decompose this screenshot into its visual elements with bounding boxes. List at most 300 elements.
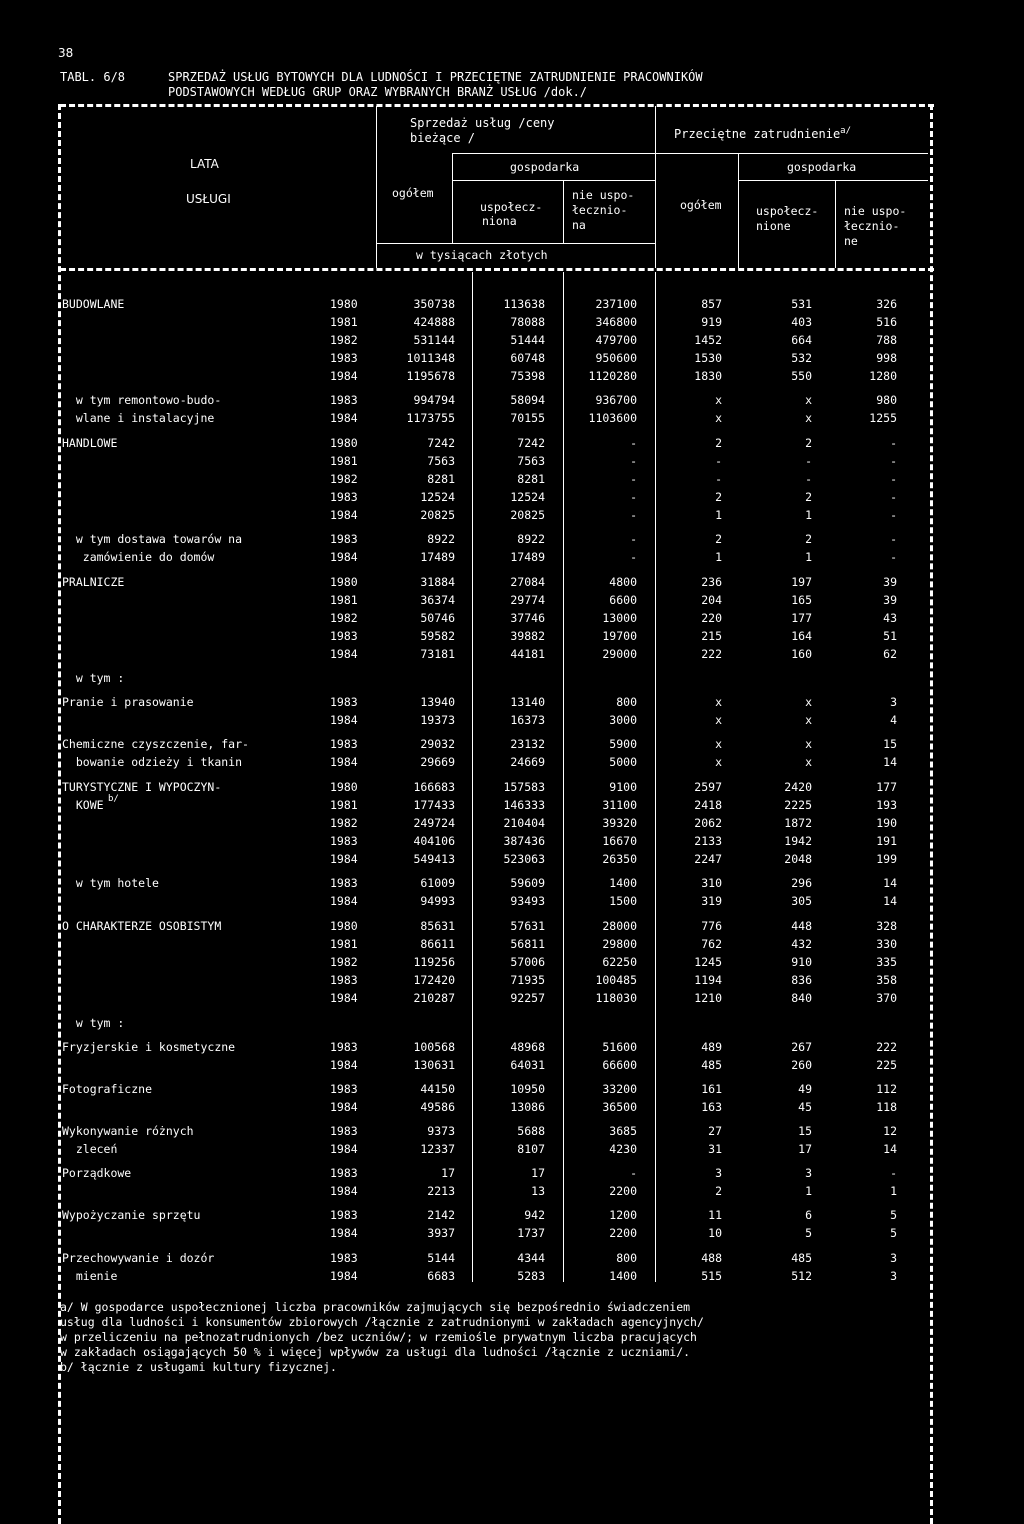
row-value-col-2: 113638 <box>503 297 545 311</box>
table-row <box>0 1184 1024 1199</box>
row-value-col-4: - <box>715 454 722 468</box>
row-value-col-5: 2 <box>805 490 812 504</box>
header-line-gosp2 <box>655 153 928 154</box>
header-divider-uspol1 <box>563 180 564 243</box>
row-value-col-3: 26350 <box>602 852 637 866</box>
row-value-col-6: 5 <box>890 1208 897 1222</box>
row-label: w tym hotele <box>62 876 159 890</box>
row-value-col-6: 118 <box>876 1100 897 1114</box>
row-year: 1983 <box>330 1124 358 1138</box>
row-value-col-2: 8281 <box>517 472 545 486</box>
row-value-col-4: 31 <box>708 1142 722 1156</box>
table-row <box>0 1058 1024 1073</box>
row-value-col-4: 1194 <box>694 973 722 987</box>
table-row <box>0 852 1024 867</box>
row-value-col-2: 13086 <box>510 1100 545 1114</box>
row-value-col-2: 8107 <box>517 1142 545 1156</box>
row-value-col-3: 1103600 <box>588 411 637 425</box>
row-value-col-5: 2 <box>805 532 812 546</box>
row-year: 1983 <box>330 1040 358 1054</box>
table-row <box>0 436 1024 451</box>
header-sprzedaz-line2: bieżące / <box>410 131 476 145</box>
row-year: 1983 <box>330 1251 358 1265</box>
row-value-col-3: 2200 <box>609 1184 637 1198</box>
row-value-col-1: 210287 <box>413 991 455 1005</box>
row-value-col-6: 980 <box>876 393 897 407</box>
row-value-col-3: 66600 <box>602 1058 637 1072</box>
header-sprzedaz-line1: Sprzedaż usług /ceny <box>410 116 555 130</box>
row-value-col-4: x <box>715 755 722 769</box>
row-value-col-3: 479700 <box>595 333 637 347</box>
row-value-col-4: 204 <box>701 593 722 607</box>
row-value-col-6: 191 <box>876 834 897 848</box>
row-value-col-1: 7563 <box>427 454 455 468</box>
row-value-col-6: 39 <box>883 575 897 589</box>
table-row <box>0 393 1024 408</box>
row-value-col-3: 936700 <box>595 393 637 407</box>
table-row <box>0 1082 1024 1097</box>
row-value-col-6: 222 <box>876 1040 897 1054</box>
row-value-col-5: 512 <box>791 1269 812 1283</box>
row-year: 1983 <box>330 1166 358 1180</box>
row-value-col-3: - <box>630 508 637 522</box>
row-label: w tym : <box>62 1016 125 1030</box>
row-value-col-5: 260 <box>791 1058 812 1072</box>
row-value-col-3: 5900 <box>609 737 637 751</box>
row-value-col-5: 165 <box>791 593 812 607</box>
header-line-gosp1 <box>452 153 655 154</box>
row-label: KOWE <box>62 798 104 812</box>
row-year: 1983 <box>330 834 358 848</box>
row-label: O CHARAKTERZE OSOBISTYM <box>62 919 222 933</box>
row-value-col-4: 776 <box>701 919 722 933</box>
row-value-col-3: 5000 <box>609 755 637 769</box>
row-value-col-2: 57006 <box>510 955 545 969</box>
row-value-col-1: 100568 <box>413 1040 455 1054</box>
header-line-units <box>376 243 655 244</box>
row-label: Wykonywanie różnych <box>62 1124 194 1138</box>
row-value-col-2: 27084 <box>510 575 545 589</box>
row-value-col-2: 5688 <box>517 1124 545 1138</box>
table-row <box>0 919 1024 934</box>
row-value-col-6: 1280 <box>869 369 897 383</box>
row-value-col-2: 48968 <box>510 1040 545 1054</box>
row-year: 1980 <box>330 780 358 794</box>
row-value-col-6: 39 <box>883 593 897 607</box>
row-year: 1980 <box>330 575 358 589</box>
footnote-line: w zakładach osiągających 50 % i więcej wpływów za usługi dla ludności /łącznie z uczniami/. <box>60 1345 691 1359</box>
row-value-col-6: 3 <box>890 1269 897 1283</box>
row-value-col-3: - <box>630 532 637 546</box>
table-row <box>0 695 1024 710</box>
row-year: 1983 <box>330 490 358 504</box>
row-value-col-3: 13000 <box>602 611 637 625</box>
row-label: bowanie odzieży i tkanin <box>62 755 243 769</box>
header-zatrudnienie-sup: a/ <box>840 126 852 136</box>
header-divider-ogolem1 <box>452 153 453 243</box>
row-value-col-4: x <box>715 737 722 751</box>
row-value-col-4: x <box>715 713 722 727</box>
header-units: w tysiącach złotych <box>416 248 548 262</box>
row-value-col-3: - <box>630 436 637 450</box>
row-year: 1984 <box>330 713 358 727</box>
row-value-col-2: 8922 <box>517 532 545 546</box>
row-value-col-6: 14 <box>883 876 897 890</box>
row-year: 1983 <box>330 1208 358 1222</box>
row-year: 1984 <box>330 550 358 564</box>
row-value-col-1: 31884 <box>420 575 455 589</box>
row-year: 1984 <box>330 1269 358 1283</box>
row-label: zleceń <box>62 1142 118 1156</box>
table-row <box>0 834 1024 849</box>
row-value-col-3: - <box>630 1166 637 1180</box>
row-value-col-2: 4344 <box>517 1251 545 1265</box>
row-value-col-6: 370 <box>876 991 897 1005</box>
table-row <box>0 1040 1024 1055</box>
row-value-col-4: 310 <box>701 876 722 890</box>
row-value-col-4: 2 <box>715 1184 722 1198</box>
row-value-col-2: 23132 <box>510 737 545 751</box>
row-value-col-5: 2420 <box>784 780 812 794</box>
row-year: 1984 <box>330 369 358 383</box>
table-row <box>0 351 1024 366</box>
table-row <box>0 629 1024 644</box>
row-value-col-4: 1452 <box>694 333 722 347</box>
row-value-col-3: 16670 <box>602 834 637 848</box>
row-value-col-3: 1120280 <box>588 369 637 383</box>
row-value-col-4: 2 <box>715 532 722 546</box>
row-value-col-1: 531144 <box>413 333 455 347</box>
row-value-col-2: 51444 <box>510 333 545 347</box>
table-row <box>0 647 1024 662</box>
table-ref: TABL. 6/8 <box>60 70 126 84</box>
row-year: 1983 <box>330 351 358 365</box>
row-value-col-2: 92257 <box>510 991 545 1005</box>
row-value-col-1: 50746 <box>420 611 455 625</box>
row-value-col-1: 20825 <box>420 508 455 522</box>
header-nieuspol-1c: na <box>572 218 586 232</box>
row-value-col-3: 4230 <box>609 1142 637 1156</box>
header-divider-sprzedaz-zatrudnienie <box>655 106 656 268</box>
row-value-col-2: 10950 <box>510 1082 545 1096</box>
header-line-sub1 <box>452 180 655 181</box>
header-gospodarka-2: gospodarka <box>787 160 857 174</box>
row-value-col-1: 61009 <box>420 876 455 890</box>
row-value-col-6: 225 <box>876 1058 897 1072</box>
footnote-line: a/ W gospodarce uspołecznionej liczba pracowników zajmujących się bezpośrednio świadczeniem <box>60 1300 691 1314</box>
row-value-col-6: - <box>890 490 897 504</box>
table-row <box>0 1166 1024 1181</box>
table-row <box>0 1226 1024 1241</box>
row-value-col-1: 1173755 <box>406 411 455 425</box>
header-zatrudnienie-text: Przeciętne zatrudnienie <box>674 127 841 141</box>
table-row <box>0 1016 1024 1031</box>
row-value-col-4: 222 <box>701 647 722 661</box>
table-row <box>0 955 1024 970</box>
row-value-col-5: 1942 <box>784 834 812 848</box>
row-value-col-1: 73181 <box>420 647 455 661</box>
row-value-col-3: 800 <box>616 1251 637 1265</box>
table-row <box>0 1142 1024 1157</box>
row-value-col-5: 267 <box>791 1040 812 1054</box>
row-value-col-1: 2213 <box>427 1184 455 1198</box>
table-row <box>0 816 1024 831</box>
table-title-line1: SPRZEDAŻ USŁUG BYTOWYCH DLA LUDNOŚCI I PRZECIĘTNE ZATRUDNIENIE PRACOWNIKÓW <box>168 70 703 84</box>
row-value-col-6: 193 <box>876 798 897 812</box>
row-year: 1984 <box>330 647 358 661</box>
row-value-col-2: 37746 <box>510 611 545 625</box>
row-value-col-5: 160 <box>791 647 812 661</box>
row-value-col-4: 2 <box>715 490 722 504</box>
header-uslugi: USŁUGI <box>186 192 231 206</box>
row-value-col-1: 85631 <box>420 919 455 933</box>
row-value-col-2: 29774 <box>510 593 545 607</box>
row-value-col-3: 800 <box>616 695 637 709</box>
row-value-col-3: 118030 <box>595 991 637 1005</box>
row-value-col-3: 346800 <box>595 315 637 329</box>
row-value-col-1: 9373 <box>427 1124 455 1138</box>
row-value-col-4: 1210 <box>694 991 722 1005</box>
row-label: Fotograficzne <box>62 1082 153 1096</box>
row-value-col-1: 119256 <box>413 955 455 969</box>
header-ogolem-1: ogółem <box>392 186 434 200</box>
row-label: w tym remontowo-budo- <box>62 393 222 407</box>
row-value-col-6: 1 <box>890 1184 897 1198</box>
row-value-col-3: 1500 <box>609 894 637 908</box>
row-value-col-2: 210404 <box>503 816 545 830</box>
table-row <box>0 550 1024 565</box>
row-value-col-3: 29000 <box>602 647 637 661</box>
row-value-col-4: 27 <box>708 1124 722 1138</box>
row-value-col-1: 19373 <box>420 713 455 727</box>
row-value-col-3: 6600 <box>609 593 637 607</box>
row-year: 1983 <box>330 629 358 643</box>
table-row <box>0 297 1024 312</box>
row-value-col-3: 9100 <box>609 780 637 794</box>
row-year: 1981 <box>330 798 358 812</box>
table-row <box>0 611 1024 626</box>
row-value-col-2: 75398 <box>510 369 545 383</box>
row-value-col-1: 29669 <box>420 755 455 769</box>
row-value-col-3: 62250 <box>602 955 637 969</box>
row-value-col-3: 4800 <box>609 575 637 589</box>
row-value-col-3: 1400 <box>609 876 637 890</box>
row-value-col-4: 3 <box>715 1166 722 1180</box>
row-value-col-1: 49586 <box>420 1100 455 1114</box>
row-value-col-4: 11 <box>708 1208 722 1222</box>
row-value-col-2: 71935 <box>510 973 545 987</box>
row-value-col-6: - <box>890 436 897 450</box>
row-value-col-6: - <box>890 532 897 546</box>
row-value-col-5: - <box>805 472 812 486</box>
row-value-col-3: 2200 <box>609 1226 637 1240</box>
row-value-col-3: 1400 <box>609 1269 637 1283</box>
row-year: 1984 <box>330 1058 358 1072</box>
row-value-col-6: 43 <box>883 611 897 625</box>
row-value-col-5: 305 <box>791 894 812 908</box>
row-value-col-4: - <box>715 472 722 486</box>
row-value-col-6: 51 <box>883 629 897 643</box>
row-value-col-5: x <box>805 755 812 769</box>
row-value-col-1: 17 <box>441 1166 455 1180</box>
row-value-col-3: 950600 <box>595 351 637 365</box>
row-value-col-3: 237100 <box>595 297 637 311</box>
row-value-col-6: - <box>890 550 897 564</box>
row-value-col-1: 404106 <box>413 834 455 848</box>
row-year: 1981 <box>330 315 358 329</box>
row-value-col-4: 485 <box>701 1058 722 1072</box>
row-value-col-5: 448 <box>791 919 812 933</box>
row-value-col-1: 8922 <box>427 532 455 546</box>
table-row <box>0 780 1024 795</box>
row-label: Przechowywanie i dozór <box>62 1251 215 1265</box>
row-value-col-6: 326 <box>876 297 897 311</box>
row-value-col-4: 319 <box>701 894 722 908</box>
row-value-col-2: 942 <box>524 1208 545 1222</box>
row-value-col-5: 17 <box>798 1142 812 1156</box>
row-label: wlane i instalacyjne <box>62 411 215 425</box>
row-value-col-2: 64031 <box>510 1058 545 1072</box>
footnote-line: w przeliczeniu na pełnozatrudnionych /bez uczniów/; w rzemiośle prywatnym liczba pracujących <box>60 1330 697 1344</box>
header-zatrudnienie <box>674 126 851 141</box>
row-year: 1984 <box>330 1184 358 1198</box>
row-value-col-6: 328 <box>876 919 897 933</box>
row-value-col-4: 215 <box>701 629 722 643</box>
row-value-col-6: 4 <box>890 713 897 727</box>
row-value-col-5: 432 <box>791 937 812 951</box>
row-value-col-3: 100485 <box>595 973 637 987</box>
row-value-col-3: 3685 <box>609 1124 637 1138</box>
row-value-col-5: 197 <box>791 575 812 589</box>
row-value-col-6: 62 <box>883 647 897 661</box>
row-value-col-2: 16373 <box>510 713 545 727</box>
row-year: 1981 <box>330 593 358 607</box>
row-value-col-2: 146333 <box>503 798 545 812</box>
row-value-col-6: 12 <box>883 1124 897 1138</box>
table-row <box>0 532 1024 547</box>
row-value-col-3: 1200 <box>609 1208 637 1222</box>
page-number: 38 <box>58 46 74 60</box>
row-value-col-4: 2418 <box>694 798 722 812</box>
row-year: 1980 <box>330 436 358 450</box>
row-value-col-2: 39882 <box>510 629 545 643</box>
row-value-col-5: 2 <box>805 436 812 450</box>
header-nieuspol-2b: łecznio- <box>844 219 900 233</box>
row-value-col-6: 1255 <box>869 411 897 425</box>
table-row <box>0 454 1024 469</box>
row-label: mienie <box>62 1269 118 1283</box>
row-value-col-1: 172420 <box>413 973 455 987</box>
row-value-col-1: 86611 <box>420 937 455 951</box>
table-row <box>0 315 1024 330</box>
row-value-col-6: - <box>890 1166 897 1180</box>
row-value-col-2: 24669 <box>510 755 545 769</box>
header-uspol-2b: nione <box>756 219 791 233</box>
row-value-col-5: 531 <box>791 297 812 311</box>
row-value-col-2: 1737 <box>517 1226 545 1240</box>
table-title-line2: PODSTAWOWYCH WEDŁUG GRUP ORAZ WYBRANYCH BRANŻ USŁUG /dok./ <box>168 85 588 99</box>
row-value-col-5: 2225 <box>784 798 812 812</box>
header-nieuspol-1b: łecznio- <box>572 203 628 217</box>
row-year: 1984 <box>330 1142 358 1156</box>
header-nieuspol-2a: nie uspo- <box>844 204 907 218</box>
row-value-col-5: 1872 <box>784 816 812 830</box>
row-value-col-3: 39320 <box>602 816 637 830</box>
table-row <box>0 1124 1024 1139</box>
row-year: 1983 <box>330 532 358 546</box>
row-value-col-4: 1245 <box>694 955 722 969</box>
row-label: Wypożyczanie sprzętu <box>62 1208 201 1222</box>
row-value-col-4: 515 <box>701 1269 722 1283</box>
row-value-col-6: - <box>890 508 897 522</box>
row-value-col-4: 857 <box>701 297 722 311</box>
header-nieuspol-1a: nie uspo- <box>572 188 635 202</box>
row-value-col-1: 29032 <box>420 737 455 751</box>
row-label: PRALNICZE <box>62 575 125 589</box>
header-ogolem-2: ogółem <box>680 198 722 212</box>
row-value-col-3: 3000 <box>609 713 637 727</box>
row-value-col-5: 5 <box>805 1226 812 1240</box>
row-label: HANDLOWE <box>62 436 118 450</box>
table-row <box>0 490 1024 505</box>
row-year: 1982 <box>330 816 358 830</box>
table-row <box>0 333 1024 348</box>
row-value-col-1: 59582 <box>420 629 455 643</box>
row-value-col-4: 919 <box>701 315 722 329</box>
row-value-col-2: 5283 <box>517 1269 545 1283</box>
row-value-col-2: 13 <box>531 1184 545 1198</box>
table-row <box>0 973 1024 988</box>
row-value-col-2: 7242 <box>517 436 545 450</box>
row-year: 1981 <box>330 937 358 951</box>
row-value-col-4: 220 <box>701 611 722 625</box>
row-value-col-1: 7242 <box>427 436 455 450</box>
footnote-line: b/ łącznie z usługami kultury fizycznej. <box>60 1360 337 1374</box>
row-value-col-5: 3 <box>805 1166 812 1180</box>
row-value-col-2: 17 <box>531 1166 545 1180</box>
row-year: 1980 <box>330 919 358 933</box>
row-value-col-3: 28000 <box>602 919 637 933</box>
header-uspol-2a: uspołecz- <box>756 204 819 218</box>
row-value-col-1: 5144 <box>427 1251 455 1265</box>
row-value-col-2: 70155 <box>510 411 545 425</box>
row-value-col-6: 190 <box>876 816 897 830</box>
row-value-col-5: x <box>805 393 812 407</box>
row-value-col-6: 14 <box>883 755 897 769</box>
row-value-col-6: - <box>890 472 897 486</box>
row-value-col-1: 1011348 <box>406 351 455 365</box>
header-bottom-border <box>60 268 934 271</box>
row-value-col-4: 1530 <box>694 351 722 365</box>
row-value-col-2: 157583 <box>503 780 545 794</box>
row-value-col-1: 3937 <box>427 1226 455 1240</box>
row-value-col-6: 112 <box>876 1082 897 1096</box>
row-value-col-2: 93493 <box>510 894 545 908</box>
row-value-col-4: 2597 <box>694 780 722 794</box>
table-row <box>0 593 1024 608</box>
row-value-col-6: 998 <box>876 351 897 365</box>
row-value-col-1: 166683 <box>413 780 455 794</box>
row-value-col-2: 17489 <box>510 550 545 564</box>
header-divider-ogolem2 <box>738 153 739 268</box>
table-row <box>0 755 1024 770</box>
row-label: TURYSTYCZNE I WYPOCZYN- <box>62 780 222 794</box>
row-value-col-2: 44181 <box>510 647 545 661</box>
row-value-col-1: 424888 <box>413 315 455 329</box>
row-value-col-5: 485 <box>791 1251 812 1265</box>
row-value-col-1: 130631 <box>413 1058 455 1072</box>
table-row <box>0 1100 1024 1115</box>
